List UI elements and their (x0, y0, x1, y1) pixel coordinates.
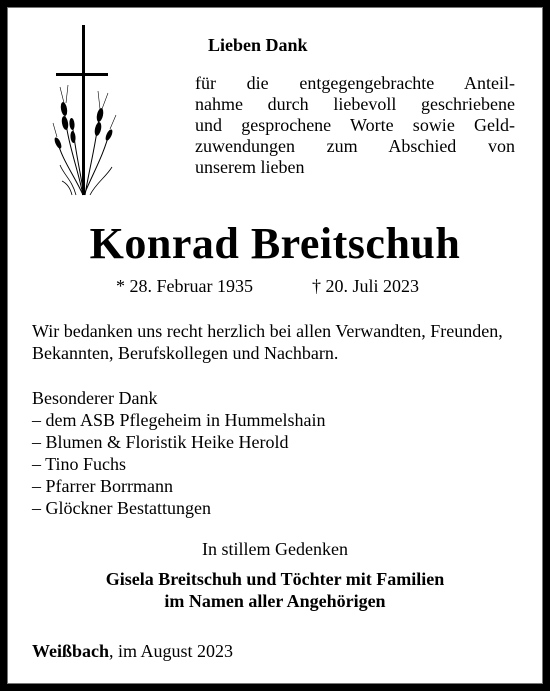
family-signature (0, 568, 550, 612)
list-item: – Glöckner Bestattungen (32, 498, 211, 518)
intro-line: unserem lieben (195, 157, 305, 177)
intro-line: nahme durch liebevoll geschriebene (195, 94, 515, 114)
place: Weißbach (32, 641, 110, 661)
list-item: – Blumen & Floristik Heike Herold (32, 432, 289, 452)
list-item: – Tino Fuchs (32, 454, 127, 474)
date: , im August 2023 (109, 641, 234, 661)
death-date: † 20. Juli 2023 (312, 276, 420, 296)
birth-date: * 28. Februar 1935 (116, 276, 253, 296)
special-thanks-title: Besonderer Dank (32, 388, 158, 408)
special-thanks (32, 387, 512, 519)
intro-text (195, 73, 515, 178)
family-line: im Namen aller Angehörigen (164, 591, 386, 611)
intro-line: für die entgegengebrachte Anteil- (195, 73, 515, 93)
memory-line: In stillem Gedenken (202, 539, 348, 559)
intro-line: zuwendungen zum Abschied von (195, 136, 515, 156)
place-date (32, 640, 233, 662)
cross-with-wheat-icon (52, 25, 122, 200)
deceased-name: Konrad Breitschuh (89, 219, 461, 268)
list-item: – Pfarrer Borrmann (32, 476, 173, 496)
heading: Lieben Dank (208, 35, 308, 55)
family-line: Gisela Breitschuh und Töchter mit Familien (105, 569, 445, 589)
intro-line: und gesprochene Worte sowie Geld- (195, 115, 515, 135)
special-thanks-list (32, 409, 512, 519)
thanks-text: Wir bedanken uns recht herzlich bei allen Verwandten, Freunden, Bekannten, Berufskollegen und Nachbarn. (32, 321, 503, 363)
list-item: – dem ASB Pflegeheim in Hummelshain (32, 410, 326, 430)
